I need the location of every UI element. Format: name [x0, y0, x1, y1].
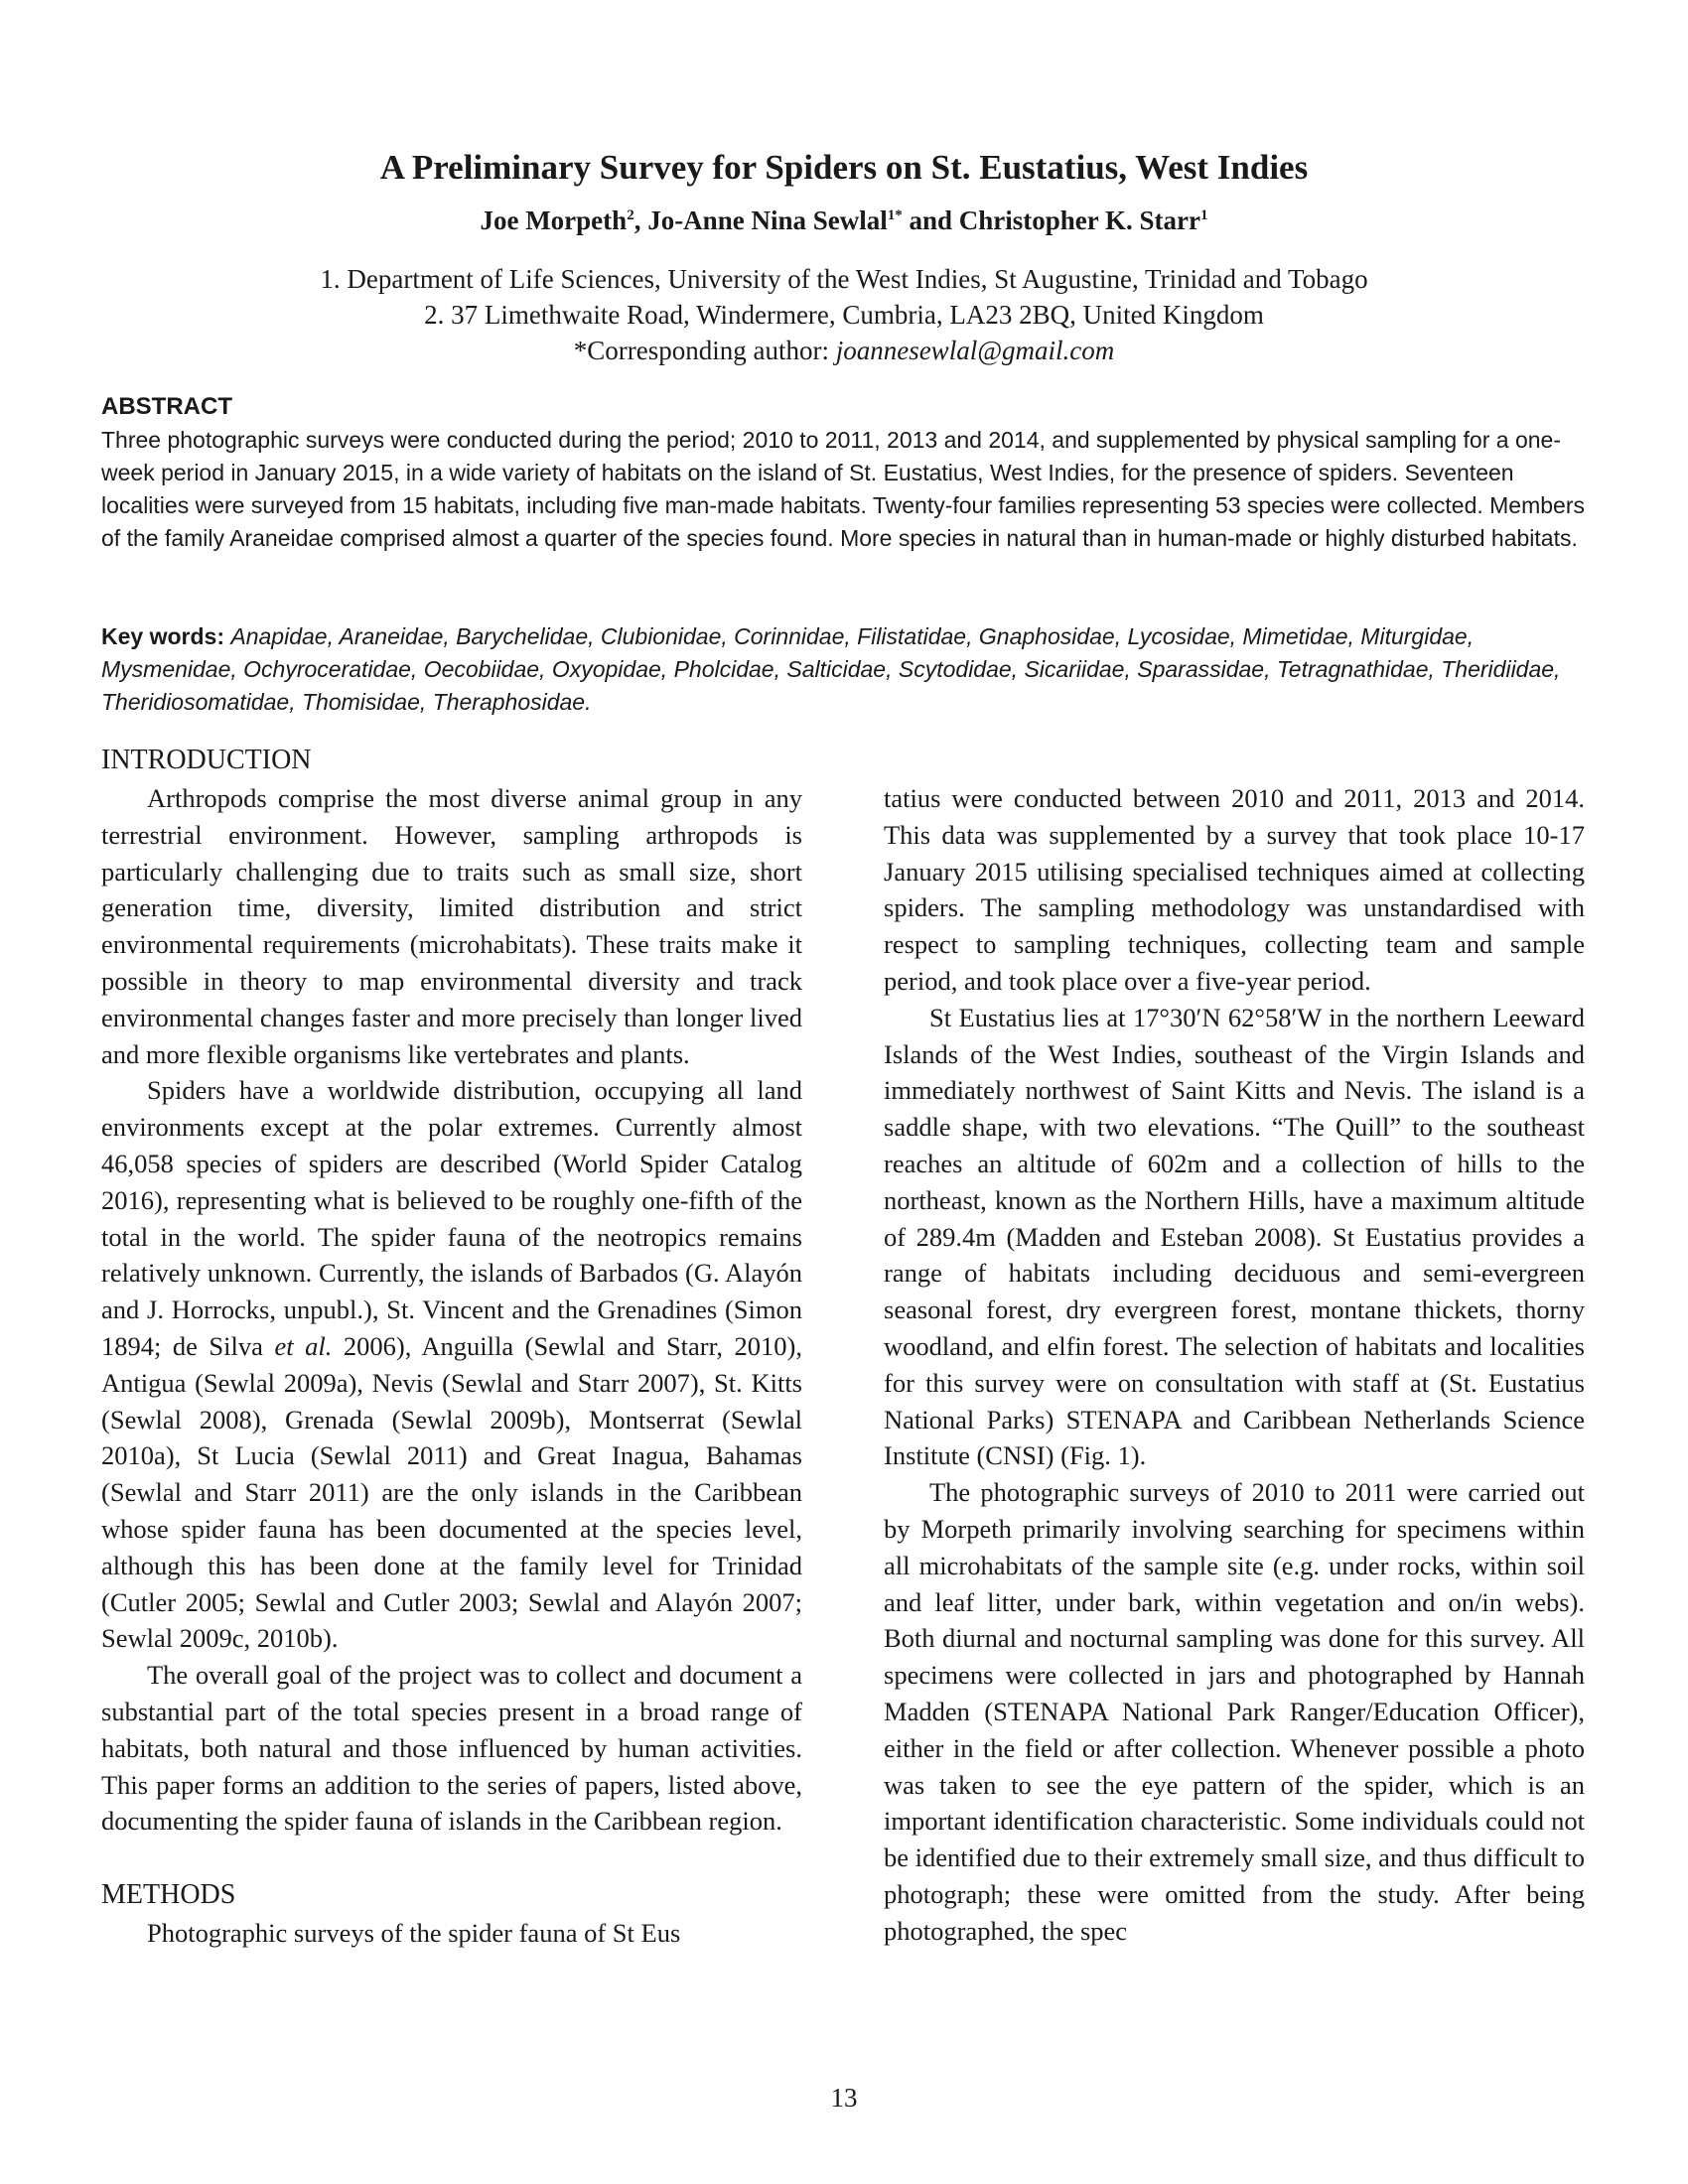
paper-title: A Preliminary Survey for Spiders on St. Eustatius, West Indies — [379, 148, 1309, 187]
methods-paragraph-3: The photographic surveys of 2010 to 2011 were carried out by Morpeth primarily involving searching for specimens within all microhabitats of the sample site (e.g. under rocks, within soil and leaf litter, under bark, within vegetation and on/in webs). Both diurnal and nocturnal sampling was done for this survey. All specimens were collected in jars and photographed by Hannah Madden (STENAPA National Park Ranger/Education Officer), either in the field or after collection. Whenever possible a photo was taken to see the eye pattern of the spider, which is an important identification characteristic. Some individuals could not be identified due to their extremely small size, and thus difficult to photograph; these were omitted from the study. After being photographed, the spec — [884, 1477, 1585, 1946]
intro-paragraph-2 — [101, 1072, 802, 1657]
keywords-label: Key words: — [101, 623, 231, 649]
page-number: 13 — [830, 2083, 858, 2113]
corresponding-author — [99, 333, 1589, 368]
abstract-heading: ABSTRACT — [101, 393, 232, 420]
author-affiliation-mark: 1* — [887, 207, 903, 223]
intro-paragraph-2-text-cont: 2006), Anguilla (Sewlal and Starr, 2010), Antigua (Sewlal 2009a), Nevis (Sewlal and Starr 2007), St. Kitts (Sewlal 2008), Grenada (Sewlal 2009b), Montserrat (Sewlal 2010a), St Lucia (Sewlal 2011) and Great Inagua, Bahamas (Sewlal and Starr 2011) are the only islands in the Caribbean whose spider fauna has been documented at the species level, although this has been done at the family level for Trinidad (Cutler 2005; Sewlal and Cutler 2003; Sewlal and Alayón 2007; Sewlal 2009c, 2010b). — [101, 1330, 802, 1654]
et-al-text: et al. — [274, 1330, 333, 1361]
author-affiliation-mark: 1 — [1200, 207, 1208, 223]
author-line — [99, 204, 1589, 237]
affiliation-2: 2. 37 Limethwaite Road, Windermere, Cumbria, LA23 2BQ, United Kingdom — [424, 300, 1264, 330]
left-column — [101, 741, 802, 1952]
section-spacer — [101, 1840, 802, 1875]
introduction-heading: INTRODUCTION — [101, 745, 312, 775]
author-separator: , — [633, 205, 648, 235]
intro-paragraph-2-text: Spiders have a worldwide distribution, occupying all land environments except at the polar extremes. Currently almost 46,058 species of spiders are described (World Spider Catalog 2016), representing what is believed to be roughly one-fifth of the total in the world. The spider fauna of the neotropics remains relatively unknown. Currently, the islands of Barbados (G. Alayón and J. Horrocks, unpubl.), St. Vincent and the Grenadines (Simon 1894; de Silva — [101, 1075, 802, 1361]
intro-paragraph-1: Arthropods comprise the most diverse animal group in any terrestrial environment. However, sampling arthropods is particularly challenging due to traits such as small size, short generation time, diversity, limited distribution and strict environmental requirements (microhabitats). These traits make it possible in theory to map environmental diversity and track environmental changes faster and more precisely than longer lived and more flexible organisms like vertebrates and plants. — [101, 783, 802, 1069]
author-name: Joe Morpeth — [480, 205, 628, 235]
corresponding-label: *Corresponding author: — [573, 336, 836, 365]
keywords-list: Anapidae, Araneidae, Barychelidae, Clubionidae, Corinnidae, Filistatidae, Gnaphosidae, Lycosidae, Mimetidae, Miturgidae, Mysmenidae, Ochyroceratidae, Oecobiidae, Oxyopidae, Pholcidae, Salticidae, Scytodidae, Sicariidae, Sparassidae, Tetragnathidae, Theridiidae, Theridiosomatidae, Thomisidae, Theraphosidae. — [101, 623, 1561, 715]
intro-paragraph-3: The overall goal of the project was to collect and document a substantial part of the total species present in a broad range of habitats, both natural and those influenced by human activities. This paper forms an addition to the series of papers, listed above, documenting the spider fauna of islands in the Caribbean region. — [101, 1660, 802, 1837]
abstract-text: Three photographic surveys were conducted during the period; 2010 to 2011, 2013 and 2014, and supplemented by physical sampling for a one-week period in January 2015, in a wide variety of habitats on the island of St. Eustatius, West Indies, for the presence of spiders. Seventeen localities were surveyed from 15 habitats, including five man-made habitats. Twenty-four families representing 53 species were collected. Members of the family Araneidae comprised almost a quarter of the species found. More species in natural than in human-made or highly disturbed habitats. — [101, 427, 1586, 551]
author-name: Christopher K. Starr — [958, 205, 1201, 235]
corresponding-email: joannesewlal@gmail.com — [835, 336, 1115, 365]
affiliation-1: 1. Department of Life Sciences, University of the West Indies, St Augustine, Trinidad and Tobago — [320, 264, 1368, 294]
author-separator: and — [902, 205, 959, 235]
author-name: Jo-Anne Nina Sewlal — [647, 205, 888, 235]
right-column — [884, 780, 1585, 1950]
methods-paragraph-2: St Eustatius lies at 17°30′N 62°58′W in the northern Leeward Islands of the West Indies, southeast of the Virgin Islands and immediately northwest of Saint Kitts and Nevis. The island is a saddle shape, with two elevations. “The Quill” to the southeast reaches an altitude of 602m and a collection of hills to the northeast, known as the Northern Hills, have a maximum altitude of 289.4m (Madden and Esteban 2008). St Eustatius provides a range of habitats including deciduous and semi-evergreen seasonal forest, dry evergreen forest, montane thickets, thorny woodland, and elfin forest. The selection of habitats and localities for this survey were on consultation with staff at (St. Eustatius National Parks) STENAPA and Caribbean Netherlands Science Institute (CNSI) (Fig. 1). — [884, 1002, 1585, 1471]
methods-heading: METHODS — [101, 1879, 236, 1911]
methods-paragraph-1-start: Photographic surveys of the spider fauna of St Eus — [147, 1918, 681, 1949]
affiliations — [99, 261, 1589, 368]
methods-paragraph-1-cont: tatius were conducted between 2010 and 2011, 2013 and 2014. This data was supplemented by a survey that took place 10-17 January 2015 utilising specialised techniques aimed at collecting spiders. The sampling methodology was unstandardised with respect to sampling techniques, collecting team and sample period, and took place over a five-year period. — [884, 783, 1585, 996]
keywords — [101, 620, 1587, 719]
author-affiliation-mark: 2 — [627, 207, 634, 223]
